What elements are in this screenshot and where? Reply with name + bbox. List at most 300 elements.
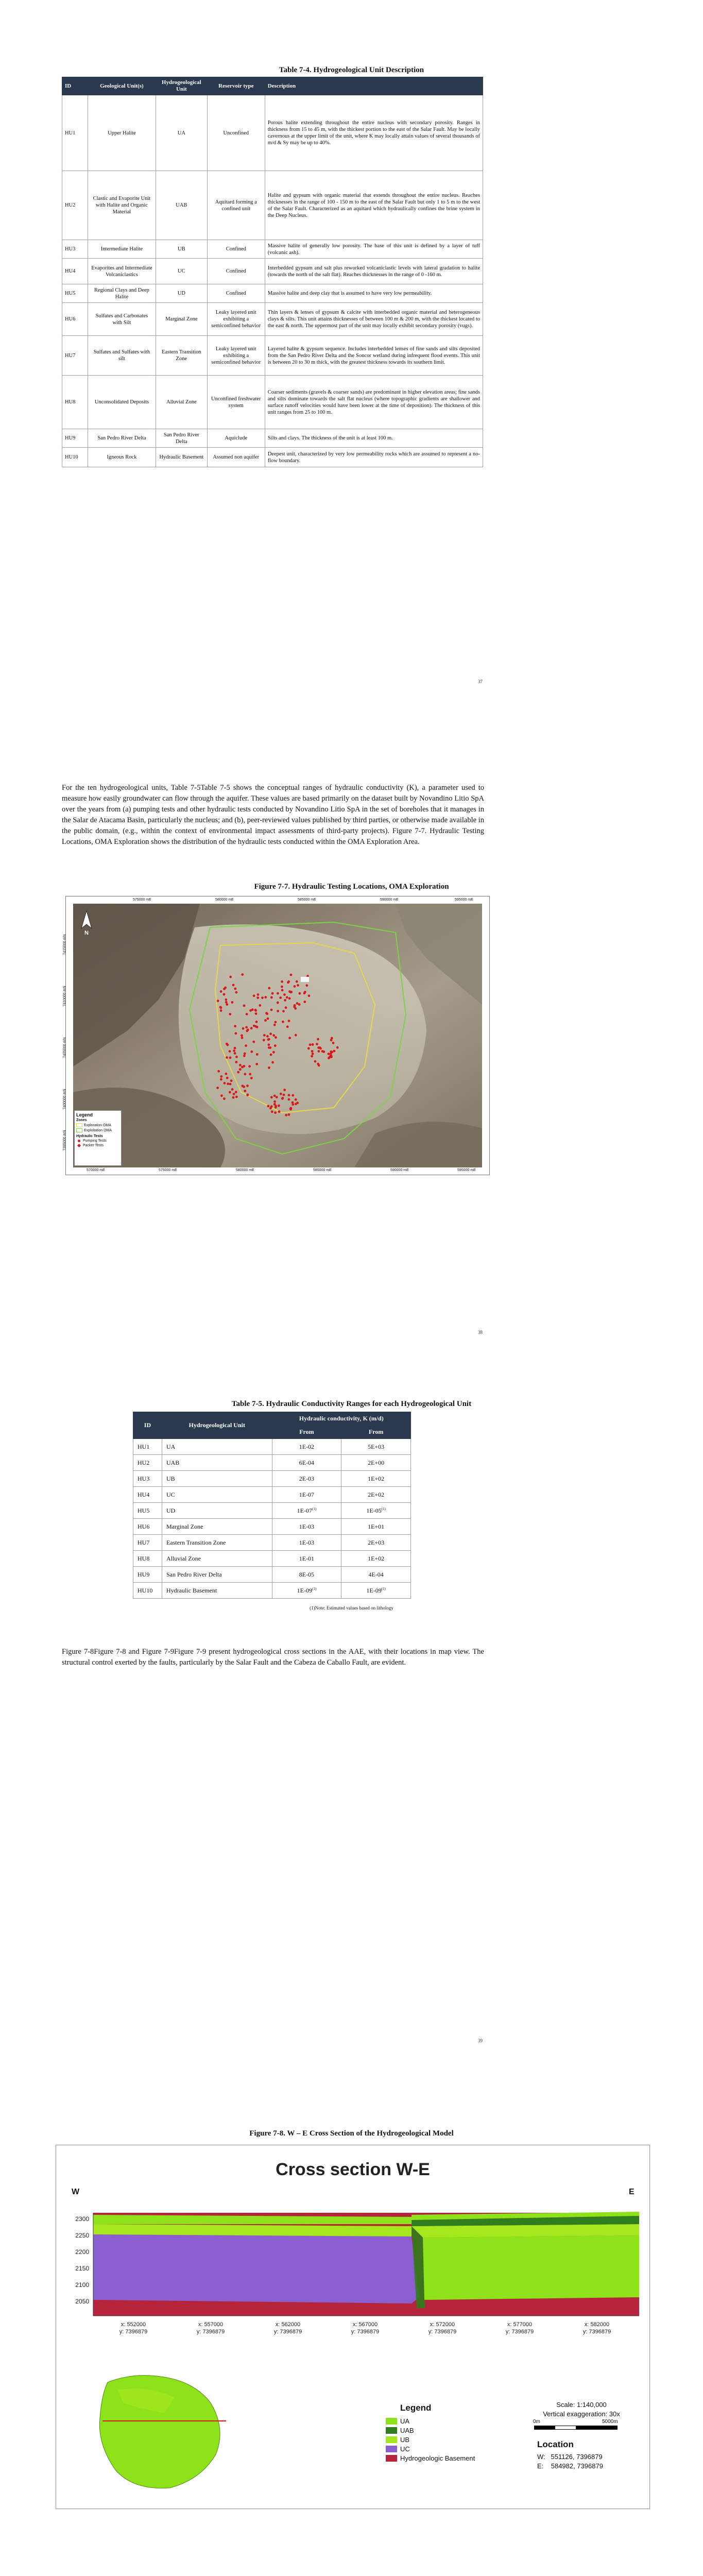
table-cell: Igneous Rock: [88, 448, 156, 467]
table-cell: Halite and gypsum with organic material that extends throughout the entire nucleus. Reaches thicknesses in the range of 100 - 150 m to the east of the Salar Fault but only 1 to 5 m to the west of the Salar Fault. Characterized as an aquitard which hydraulically confines the brine system in the Deep Nucleus.: [265, 171, 483, 240]
exploitation-swatch: [76, 1128, 82, 1132]
table-cell: HU8: [62, 376, 88, 429]
hydraulic-test-point: [281, 989, 284, 992]
west-label: W: [72, 2188, 80, 2196]
hydraulic-test-point: [245, 1044, 247, 1047]
hydraulic-test-point: [283, 1094, 285, 1096]
hydraulic-test-point: [217, 1070, 220, 1073]
hydraulic-test-point: [263, 1034, 266, 1037]
table-cell: HU5: [133, 1503, 162, 1519]
hydraulic-test-point: [317, 1063, 319, 1065]
hydraulic-test-point: [270, 1009, 273, 1011]
hydraulic-test-point: [279, 996, 282, 999]
unit-ub: [93, 2224, 411, 2236]
table75-header-unit: Hydrogeological Unit: [162, 1412, 272, 1439]
table74: [62, 77, 483, 467]
table-row: [133, 1567, 411, 1583]
location-west: W: 551126, 7396879: [537, 2453, 603, 2461]
table-cell: UD: [156, 284, 207, 303]
legend-item-label: UAB: [400, 2427, 414, 2434]
table-cell: 8E-05: [272, 1567, 341, 1583]
hydraulic-test-point: [276, 1096, 278, 1098]
table-cell: 5E+03: [341, 1439, 411, 1455]
table-cell: HU8: [133, 1551, 162, 1567]
hydraulic-test-point: [308, 994, 311, 997]
table-cell: Sulfates and Sulfates with silt: [88, 336, 156, 376]
table-cell: 1E+02: [341, 1471, 411, 1487]
table-row: [62, 448, 483, 467]
hydraulic-test-point: [225, 998, 228, 1001]
hydraulic-test-point: [283, 993, 286, 996]
table-cell: UB: [162, 1471, 272, 1487]
hydraulic-test-point: [274, 1044, 277, 1047]
hydraulic-test-point: [254, 1009, 257, 1011]
map-left-coord: 7405000 mN: [63, 1037, 67, 1058]
hydraulic-test-point: [264, 996, 267, 998]
legend-swatch: [386, 2455, 397, 2462]
table-cell: 1E-02: [272, 1439, 341, 1455]
legend-swatch: [386, 2446, 397, 2452]
hydraulic-test-point: [239, 1068, 242, 1071]
table-cell: HU6: [133, 1519, 162, 1535]
hydraulic-test-point: [288, 990, 291, 993]
table-cell: 1E-01: [272, 1551, 341, 1567]
table75-note: (1)Note: Estimated values based on lithology: [310, 1605, 393, 1611]
hydraulic-test-point: [333, 1050, 336, 1053]
y-tick-label: 2150: [75, 2265, 89, 2272]
cross-section-title: Cross section W-E: [276, 2160, 430, 2179]
table-cell: HU3: [62, 240, 88, 259]
table-cell: HU7: [133, 1535, 162, 1551]
hydraulic-test-point: [231, 1088, 234, 1091]
table-cell: Confined: [207, 240, 265, 259]
hydraulic-test-point: [264, 1019, 267, 1022]
hydraulic-test-point: [235, 1096, 238, 1098]
hydraulic-test-point: [316, 1043, 318, 1045]
location-east: E: 584982, 7396879: [537, 2462, 603, 2470]
table-cell: 1E-03: [272, 1535, 341, 1551]
map-top-coord: 590000 mE: [380, 898, 399, 902]
unit-uc: [93, 2234, 419, 2303]
hydraulic-test-point: [299, 992, 301, 995]
hydraulic-test-point: [274, 1111, 277, 1114]
legend-item-label: Hydrogeologic Basement: [400, 2454, 475, 2462]
hydraulic-test-point: [224, 1082, 226, 1084]
hydraulic-test-point: [272, 1034, 275, 1037]
hydraulic-test-point: [294, 1004, 296, 1007]
hydraulic-test-point: [289, 1107, 292, 1110]
hydraulic-test-point: [282, 1021, 284, 1023]
table74-header-res: Reservoir type: [207, 77, 265, 95]
hydraulic-test-point: [229, 1013, 231, 1015]
table-cell: HU6: [62, 303, 88, 336]
hydraulic-test-point: [332, 1042, 335, 1044]
table-cell: Layered halite & gypsum sequence. Includes interbedded lenses of fine sands and silts deposited from the San Pedro River Delta and the Soncor wetland during infrequent flood events. This unit is between 20 to 30 m thick, with the greatest thickness towards its southern limit.: [265, 336, 483, 376]
map-bottom-coord: 580000 mE: [236, 1168, 254, 1172]
hydraulic-test-point: [235, 1056, 238, 1058]
hydraulic-test-point: [296, 1101, 299, 1104]
x-tick-label: y: 7396879: [273, 2329, 302, 2335]
hydraulic-test-point: [277, 1002, 279, 1004]
table-row: [62, 429, 483, 448]
map-legend-title: Legend: [76, 1112, 93, 1117]
hydraulic-test-point: [226, 1077, 229, 1079]
y-tick-label: 2050: [75, 2298, 89, 2305]
hydraulic-test-point: [223, 993, 226, 996]
table-cell: HU2: [133, 1455, 162, 1471]
table-row: [62, 376, 483, 429]
hydraulic-test-point: [281, 986, 283, 988]
table75-header-row: [133, 1412, 411, 1426]
hydraulic-test-point: [253, 994, 255, 997]
table-cell: HU1: [133, 1439, 162, 1455]
hydraulic-test-point: [268, 987, 270, 990]
table-cell: Confined: [207, 284, 265, 303]
hydraulic-test-point: [288, 1020, 290, 1022]
table-cell: Unconsolidated Deposits: [88, 376, 156, 429]
table-cell: 1E-07: [272, 1487, 341, 1503]
table-cell: Sulfates and Carbonates with Silt: [88, 303, 156, 336]
hydraulic-test-point: [233, 1049, 235, 1052]
hydraulic-test-point: [275, 1021, 277, 1024]
x-tick-label: x: 582000: [584, 2321, 610, 2328]
table74-header-id: ID: [62, 77, 88, 95]
table-cell: UA: [156, 95, 207, 171]
hydraulic-test-point: [229, 976, 232, 978]
legend-swatch: [386, 2427, 397, 2434]
hydraulic-test-point: [223, 1097, 226, 1100]
map-legend-item: Exploitation OMA: [84, 1128, 112, 1132]
map-legend-item: Pumping Tests: [83, 1139, 107, 1143]
table-row: [62, 240, 483, 259]
hydraulic-test-point: [284, 999, 286, 1002]
map-left-coord: 7415000 mN: [63, 934, 67, 955]
legend-item-label: UA: [400, 2417, 410, 2425]
table-cell: UAB: [162, 1455, 272, 1471]
hydraulic-test-point: [255, 1012, 258, 1015]
hydraulic-test-point: [243, 1055, 246, 1057]
map-top-coord: 580000 mE: [215, 898, 234, 902]
map-left-coord: 7400000 mN: [63, 1089, 67, 1110]
hydraulic-test-point: [311, 1055, 313, 1058]
hydraulic-test-point: [229, 1083, 232, 1086]
page-number: 38: [478, 1330, 483, 1335]
table-cell: HU7: [62, 336, 88, 376]
cross-section-figure: [56, 2145, 650, 2509]
hydraulic-test-point: [220, 1094, 223, 1097]
table-cell: Porous halite extending throughout the entire nucleus with secondary porosity. Ranges in thickness from 15 to 45 m, with the thickest portion to the east of the Salar Fault. May be locally cavernous at the upper limit of the unit, where K may locally attain values of several thousands of m/d & Sy may be up to 40%.: [265, 95, 483, 171]
hydraulic-test-point: [225, 1073, 228, 1075]
table-cell: Coarser sediments (gravels & coarser sands) are predominant in higher elevation areas; fine sands and silts dominate towards the salt flat nucleus (where topographic gradients are shallower and surface runoff velocities would have been lower at the time of deposition). The thickness of this unit ranges from 25 to 100 m.: [265, 376, 483, 429]
legend-item-label: UC: [400, 2445, 410, 2453]
table-row: [62, 171, 483, 240]
table-cell: UC: [156, 259, 207, 284]
hydraulic-test-point: [244, 1090, 246, 1092]
legend-item: [386, 2454, 489, 2462]
x-tick-label: x: 577000: [507, 2321, 533, 2328]
hydraulic-test-point: [216, 1087, 219, 1089]
hydraulic-test-point: [241, 973, 244, 976]
table-cell: San Pedro River Delta: [88, 429, 156, 448]
scale-text: Scale: 1:140,000: [556, 2401, 607, 2409]
x-tick-label: x: 552000: [121, 2321, 146, 2328]
table-cell: Unconfined freshwater system: [207, 376, 265, 429]
table-cell: Hydraulic Basement: [162, 1583, 272, 1599]
figure77-caption: Figure 7-7. Hydraulic Testing Locations, OMA Exploration: [254, 883, 449, 891]
table-cell: 2E+00: [341, 1455, 411, 1471]
scalebar-right-label: 5000m: [602, 2419, 618, 2425]
table-cell: 4E-04: [341, 1567, 411, 1583]
hydraulic-test-point: [312, 1043, 314, 1046]
table-cell: Hydraulic Basement: [156, 448, 207, 467]
table-row: [62, 284, 483, 303]
hydraulic-test-point: [235, 1061, 238, 1063]
table-cell: Intermediate Halite: [88, 240, 156, 259]
hydraulic-test-point: [314, 1060, 317, 1063]
map-bottom-coord: 595000 mE: [457, 1168, 476, 1172]
table-cell: Regional Clays and Deep Halite: [88, 284, 156, 303]
hydraulic-test-point: [317, 1046, 320, 1049]
hydraulic-test-point: [267, 1105, 270, 1108]
x-tick-label: x: 572000: [430, 2321, 455, 2328]
hydraulic-test-point: [249, 1009, 252, 1012]
legend-swatch: [386, 2418, 397, 2425]
table-cell: HU1: [62, 95, 88, 171]
hydraulic-test-point: [317, 1038, 319, 1041]
hydraulic-test-point: [269, 1046, 271, 1049]
hydraulic-test-point: [253, 1025, 255, 1027]
table75-header-k: Hydraulic conductivity, K (m/d): [272, 1412, 410, 1426]
table-row: [133, 1503, 411, 1519]
hydraulic-test-point: [268, 1043, 270, 1046]
table-cell: HU3: [133, 1471, 162, 1487]
packer-test-icon: [77, 1144, 81, 1147]
hydraulic-test-point: [246, 1030, 248, 1032]
x-tick-label: x: 567000: [352, 2321, 378, 2328]
table-cell: 1E+01: [341, 1519, 411, 1535]
legend-item-label: UB: [400, 2436, 410, 2444]
table-row: [133, 1551, 411, 1567]
unit-ua: [423, 2235, 639, 2300]
hydraulic-test-point: [311, 1050, 314, 1053]
hydraulic-test-point: [268, 1038, 270, 1041]
exploration-swatch: [76, 1123, 82, 1127]
table-cell: UC: [162, 1487, 272, 1503]
hydraulic-test-point: [263, 1039, 265, 1041]
table-cell: HU4: [133, 1487, 162, 1503]
hydraulic-test-point: [285, 1006, 287, 1009]
hydraulic-test-point: [290, 974, 293, 976]
hydraulic-test-point: [220, 1078, 222, 1081]
hydraulic-test-point: [273, 1100, 276, 1103]
hydraulic-test-point: [241, 1066, 244, 1069]
map-legend-item: Packer Tests: [83, 1144, 104, 1147]
hydraulic-test-point: [237, 1071, 239, 1074]
hydraulic-test-point: [250, 1050, 253, 1053]
hydraulic-test-point: [288, 1037, 291, 1039]
body-paragraph: For the ten hydrogeological units, Table 7-5Table 7-5 shows the conceptual ranges of hydraulic conductivity (K), a parameter used to measure how easily groundwater can flow through the aquifer. These values are based primarily on the dataset built by Novandino Litio SpA over the years from (a) pumping tests and other hydraulic tests conducted by Novandino Litio SpA in the set of boreholes that it manages in the Salar de Atacama Basin, particularly the nucleus; and (b), peer-reviewed values published by third parties, or otherwise made available in the public domain, (e.g., within the context of environmental impact assessments of third-party projects). Figure 7-7. Hydraulic Testing Locations, OMA Exploration shows the distribution of the hydraulic tests conducted within the OMA Exploration Area.: [62, 784, 484, 846]
hydraulic-test-point: [296, 980, 298, 983]
table-cell: 1E+02: [341, 1551, 411, 1567]
hydraulic-test-point: [220, 1075, 222, 1078]
hydraulic-test-point: [250, 1077, 253, 1079]
x-tick-label: x: 557000: [198, 2321, 224, 2328]
hydraulic-test-point: [257, 993, 260, 996]
unit-hydrogeologic-basement: [424, 2297, 639, 2316]
east-label: E: [629, 2188, 635, 2196]
table-cell: Deepest unit, characterized by very low permeability rocks which are assumed to represent a no-flow boundary.: [265, 448, 483, 467]
x-tick-label: x: 562000: [275, 2321, 301, 2328]
table-cell: Leaky layered unit exhibiting a semiconfined behavior: [207, 303, 265, 336]
table-cell: San Pedro River Delta: [156, 429, 207, 448]
hydraulic-test-point: [288, 1113, 290, 1116]
hydraulic-test-point: [273, 1095, 276, 1097]
location-title: Location: [537, 2439, 574, 2449]
table75-caption: Table 7-5. Hydraulic Conductivity Ranges for each Hydrogeological Unit: [231, 1400, 472, 1408]
table74-caption: Table 7-4. Hydrogeological Unit Description: [279, 66, 424, 74]
hydraulic-test-point: [235, 1032, 237, 1035]
cross-section-plot: [56, 2194, 649, 2359]
table-row: [133, 1439, 411, 1455]
table-cell: Alluvial Zone: [162, 1551, 272, 1567]
table-cell: Aquitard forming a confined unit: [207, 171, 265, 240]
hydraulic-test-point: [286, 996, 288, 999]
table-cell: Assumed non aquifer: [207, 448, 265, 467]
hydraulic-test-point: [292, 1103, 294, 1106]
hydraulic-test-point: [330, 1056, 333, 1058]
hydraulic-test-point: [232, 984, 235, 987]
hydraulic-test-point: [266, 1035, 269, 1038]
hydraulic-test-point: [244, 1053, 246, 1055]
table-cell: 6E-04: [272, 1455, 341, 1471]
hydraulic-test-point: [255, 1021, 258, 1023]
table-cell: Eastern Transition Zone: [156, 336, 207, 376]
hydraulic-test-point: [229, 1057, 232, 1059]
hydraulic-test-point: [246, 1013, 248, 1015]
map-left-coord: 7395000 mN: [63, 1130, 67, 1151]
page-number: 37: [478, 679, 483, 684]
table-row: [133, 1583, 411, 1599]
map-legend-item: Exploration OMA: [84, 1123, 111, 1127]
hydraulic-test-point: [234, 988, 236, 990]
hydraulic-test-point: [244, 1073, 247, 1075]
hydraulic-test-point: [250, 1027, 253, 1029]
hydraulic-test-point: [233, 1093, 235, 1095]
table-cell: HU10: [62, 448, 88, 467]
table-cell: HU9: [62, 429, 88, 448]
page-number: 39: [478, 2038, 483, 2043]
map-bottom-coord: 575000 mE: [159, 1168, 177, 1172]
hydraulic-test-point: [226, 1056, 228, 1059]
table-row: [133, 1519, 411, 1535]
unit-ub: [411, 2224, 639, 2238]
map-legend: [74, 1110, 122, 1166]
legend-item: [386, 2436, 489, 2444]
hydraulic-test-point: [249, 1073, 251, 1076]
hydraulic-test-point: [255, 1063, 258, 1065]
hydraulic-testing-map: [65, 896, 490, 1175]
table-cell: HU5: [62, 284, 88, 303]
table-cell: Alluvial Zone: [156, 376, 207, 429]
map-legend-zones-label: Zones: [76, 1118, 87, 1122]
table74-header-geo: Geological Unit(s): [88, 77, 156, 95]
table74-header-hu: Hydrogeological Unit: [156, 77, 207, 95]
table-cell: Massive halite of generally low porosity. The base of this unit is defined by a layer of tuff (volcanic ash).: [265, 240, 483, 259]
table75-header-from: From: [341, 1426, 411, 1439]
scalebar-left-label: 0m: [533, 2419, 540, 2425]
hydraulic-test-point: [246, 1093, 249, 1096]
legend-item: [386, 2445, 489, 2453]
hydraulic-test-point: [295, 1034, 297, 1037]
hydraulic-test-point: [270, 996, 273, 999]
hydraulic-test-point: [281, 980, 283, 983]
hydraulic-test-point: [269, 1032, 272, 1035]
map-top-coord: 575000 mE: [133, 898, 151, 902]
hydraulic-test-point: [277, 992, 279, 995]
body-paragraph: Figure 7-8Figure 7-8 and Figure 7-9Figure 7-9 present hydrogeological cross sections in the AAE, with their locations in map view. The structural control exerted by the faults, particularly by the Salar Fault and the Cabeza de Caballo Fault, are evident.: [62, 1648, 484, 1667]
table-cell: Evaporites and Intermediate Volcaniclastics: [88, 259, 156, 284]
hydraulic-test-point: [271, 1061, 274, 1064]
hydraulic-test-point: [256, 996, 259, 999]
hydraulic-test-point: [307, 1047, 310, 1050]
hydraulic-test-point: [256, 1026, 259, 1028]
table-cell: Silts and clays. The thickness of the unit is at least 100 m.: [265, 429, 483, 448]
legend-title: Legend: [400, 2403, 432, 2413]
x-tick-label: y: 7396879: [428, 2329, 457, 2335]
hydraulic-test-point: [282, 1010, 285, 1012]
table-row: [133, 1487, 411, 1503]
table-cell: UA: [162, 1439, 272, 1455]
pumping-test-icon: [78, 1140, 80, 1142]
hydraulic-test-point: [229, 1050, 231, 1053]
hydraulic-test-point: [266, 1012, 268, 1015]
map-legend-tests-label: Hydraulic Tests: [76, 1134, 103, 1138]
table-cell: Upper Halite: [88, 95, 156, 171]
hydraulic-test-point: [220, 1009, 222, 1012]
hydraulic-test-point: [248, 1065, 251, 1067]
table-row: [62, 95, 483, 171]
hydraulic-test-point: [241, 1035, 243, 1037]
hydraulic-test-point: [259, 1004, 261, 1007]
hydraulic-test-point: [303, 1001, 306, 1003]
x-tick-label: y: 7396879: [196, 2329, 225, 2335]
x-tick-label: y: 7396879: [505, 2329, 534, 2335]
hydraulic-test-point: [225, 1001, 228, 1004]
table-cell: 1E-09$^{(1)}$: [272, 1583, 341, 1599]
scalebar: [534, 2426, 618, 2430]
hydraulic-test-point: [261, 996, 264, 999]
table-cell: Eastern Transition Zone: [162, 1535, 272, 1551]
cross-section-legend: [386, 2403, 489, 2464]
hydraulic-test-point: [230, 1079, 233, 1082]
table-cell: UAB: [156, 171, 207, 240]
location-inset-map: [87, 2367, 247, 2496]
y-tick-label: 2250: [75, 2232, 89, 2239]
hydraulic-test-point: [269, 1107, 272, 1110]
map-bottom-coord: 570000 mE: [87, 1168, 105, 1172]
scale-block: [530, 2401, 633, 2470]
table-row: [62, 259, 483, 284]
hydraulic-test-point: [271, 992, 274, 995]
hydraulic-test-point: [256, 1053, 259, 1056]
hydraulic-test-point: [220, 1007, 222, 1009]
table-cell: HU10: [133, 1583, 162, 1599]
hydraulic-test-point: [277, 1010, 279, 1012]
table-cell: Aquiclude: [207, 429, 265, 448]
hydraulic-test-point: [288, 1094, 290, 1096]
table-row: [62, 336, 483, 376]
map-top-coord: 595000 mE: [455, 898, 473, 902]
